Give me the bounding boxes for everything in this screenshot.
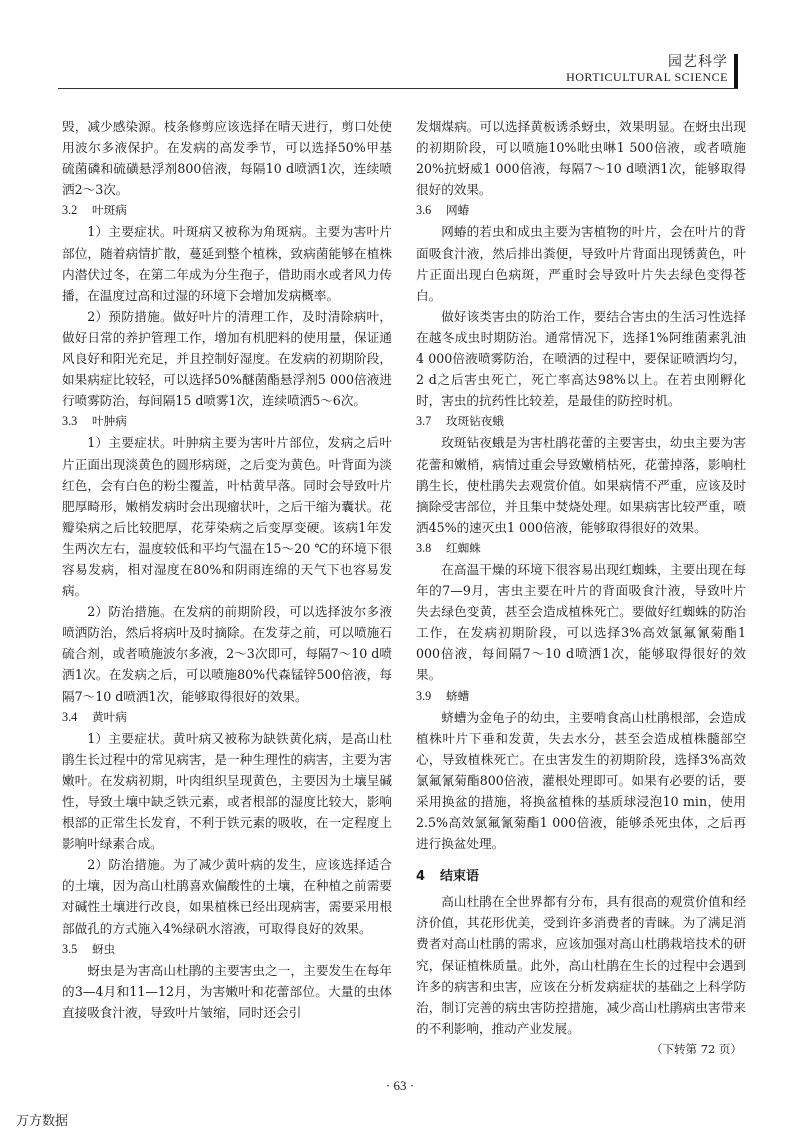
paragraph: 蚜虫是为害高山杜鹃的主要害虫之一，主要发生在每年的3—4月和11—12月，为害嫩叶和花蕾部位。大量的虫体直接吸食汁液，导致叶片皱缩，同时还会引: [62, 962, 392, 1020]
section-heading-3-4: 3.4 黄叶病: [62, 709, 127, 724]
section-heading-4: 4 结束语: [416, 869, 480, 885]
paragraph: 毁，减少感染源。枝条修剪应该选择在晴天进行，剪口处使用波尔多液保护。在发病的高发季节，可以选择50%甲基硫菌磷和硫磺悬浮剂800倍液，每隔10 d喷洒1次，连续喷洒2～3次。: [62, 119, 392, 198]
paragraph: 2）防治措施。在发病的前期阶段，可以选择波尔多液喷洒防治，然后将病叶及时摘除。在发芽之前，可以喷施石硫合剂，或者喷施波尔多液，2～3次即可，每隔7～10 d喷洒1次。在发病之后，可以喷施80%代森锰锌500倍液，每隔7～10 d喷洒1次，能够取得很好的效果。: [62, 604, 392, 704]
left-column: [62, 116, 392, 1023]
paragraph: 2）预防措施。做好叶片的清理工作，及时清除病叶，做好日常的养护管理工作，增加有机肥料的使用量，保证通风良好和阳光充足，并且控制好湿度。在发病的初期阶段，如果病症比较轻，可以选择50%醚菌酯悬浮剂5 000倍液进行喷雾防治，每间隔15 d喷雾1次，连续喷洒5～6次。: [62, 308, 392, 409]
section-heading-3-6: 3.6 网蝽: [416, 203, 470, 218]
journal-title-zh: 园艺科学: [668, 54, 728, 70]
paragraph: 1）主要症状。叶肿病主要为害叶片部位，发病之后叶片正面出现淡黄色的圆形病斑，之后变为黄色。叶背面为淡红色，会有白色的粉尘覆盖，叶枯黄早落。同时会导致叶片肥厚畸形，嫩梢发病时会出现瘤状叶，之后干缩为囊状。花瓣染病之后比较肥厚，花芽染病之后变厚变硬。该病1年发生两次左右，温度较低和平均气温在15～20 ℃的环境下很容易发病，相对湿度在80%和阴雨连绵的天气下也容易发病。: [62, 435, 392, 599]
paragraph: 高山杜鹃在全世界都有分布，具有很高的观赏价值和经济价值，其花形优美，受到许多消费者的青睐。为了满足消费者对高山杜鹃的需求，应该加强对高山杜鹃栽培技术的研究，保证植株质量。此外，高山杜鹃在生长的过程中会遇到许多的病害和虫害，应该在分析发病症状的基础之上科学防治，制订完善的病虫害防控措施，减少高山杜鹃病虫害带来的不利影响，推动产业发展。: [416, 894, 746, 1036]
paragraph: 做好该类害虫的防治工作，要结合害虫的生活习性选择在越冬成虫时期防治。通常情况下，选择1%阿维菌素乳油4 000倍液喷雾防治，在喷洒的过程中，要保证喷洒均匀，2 d之后害虫死亡，死亡率高达98%以上。在若虫刚孵化时，害虫的抗药性比较差，是最佳的防控时机。: [416, 308, 746, 409]
section-heading-3-2: 3.2 叶斑病: [62, 203, 127, 218]
paragraph: 在高温干燥的环境下很容易出现红蜘蛛，主要出现在每年的7—9月，害虫主要在叶片的背面吸食汁液，导致叶片失去绿色变黄，甚至会造成植株死亡。要做好红蜘蛛的防治工作，在发病初期阶段，可以选择3%高效氯氟氰菊酯1 000倍液，每间隔7～10 d喷洒1次，能够取得很好的效果。: [416, 561, 746, 683]
header-bar: [734, 54, 738, 88]
paragraph: 蛴螬为金龟子的幼虫，主要啃食高山杜鹃根部，会造成植株叶片下垂和发黄，失去水分，甚至会造成植株髓部空心，导致植株死亡。在虫害发生的初期阶段，选择3%高效氯氟氰菊酯800倍液，灌根处理即可。如果有必要的话，要采用换盆的措施，将换盆植株的基质球浸泡10 min，使用2.5%高效氯氟氰菊酯1 000倍液，能够杀死虫体，之后再进行换盆处理。: [416, 709, 746, 852]
paragraph: 发烟煤病。可以选择黄板诱杀蚜虫，效果明显。在蚜虫出现的初期阶段，可以喷施10%吡虫啉1 500倍液，或者喷施20%抗蚜威1 000倍液，每隔7～10 d喷洒1次，能够取得很好的效果。: [416, 119, 746, 198]
paragraph: 1）主要症状。叶斑病又被称为角斑病。主要为害叶片部位，随着病情扩散，蔓延到整个植株，致病菌能够在植株内潜伏过冬，在第二年成为分生孢子，借助雨水或者风力传播，在温度过高和过湿的环境下会增加发病概率。: [62, 224, 392, 303]
continued-note: （下转第 72 页）: [651, 1041, 742, 1056]
paragraph: 2）防治措施。为了减少黄叶病的发生，应该选择适合的土壤，因为高山杜鹃喜欢偏酸性的土壤，在种植之前需要对碱性土壤进行改良，如果植株已经出现病害，需要采用根部做孔的方式施入4%绿矾水溶液，可取得良好的效果。: [62, 857, 392, 936]
section-heading-3-9: 3.9 蛴螬: [416, 688, 470, 703]
right-column: [416, 116, 746, 1059]
section-heading-3-8: 3.8 红蜘蛛: [416, 540, 481, 555]
running-header: [566, 54, 738, 84]
paragraph: 网蝽的若虫和成虫主要为害植物的叶片，会在叶片的背面吸食汁液，然后排出粪便，导致叶片背面出现锈黄色，叶片正面出现白色病斑，严重时会导致叶片失去绿色变得苍白。: [416, 224, 746, 303]
journal-title-en: HORTICULTURAL SCIENCE: [566, 70, 728, 84]
section-heading-3-5: 3.5 蚜虫: [62, 941, 116, 956]
section-heading-3-7: 3.7 玫斑钻夜蛾: [416, 414, 504, 429]
paragraph: 玫斑钻夜蛾是为害杜鹃花蕾的主要害虫，幼虫主要为害花蕾和嫩梢，病情过重会导致嫩梢枯死，花蕾掉落，影响杜鹃生长，使杜鹃失去观赏价值。如果病情不严重，应该及时摘除受害部位，并且集中焚烧处理。如果病害比较严重，喷洒45%的速灭虫1 000倍液，能够取得很好的效果。: [416, 435, 746, 535]
section-heading-3-3: 3.3 叶肿病: [62, 414, 127, 429]
page-number: · 63 ·: [385, 1078, 415, 1093]
watermark-text: 万方数据: [16, 1114, 69, 1129]
paragraph: 1）主要症状。黄叶病又被称为缺铁黄化病，是高山杜鹃生长过程中的常见病害，是一种生理性的病害，主要为害嫩叶。在发病初期，叶肉组织呈现黄色，主要因为土壤呈碱性，导致土壤中缺乏铁元素，或者根部的湿度比较大，影响根部的正常生长发育，不利于铁元素的吸收，在一定程度上影响叶绿素合成。: [62, 730, 392, 852]
header-rule: [58, 88, 738, 89]
